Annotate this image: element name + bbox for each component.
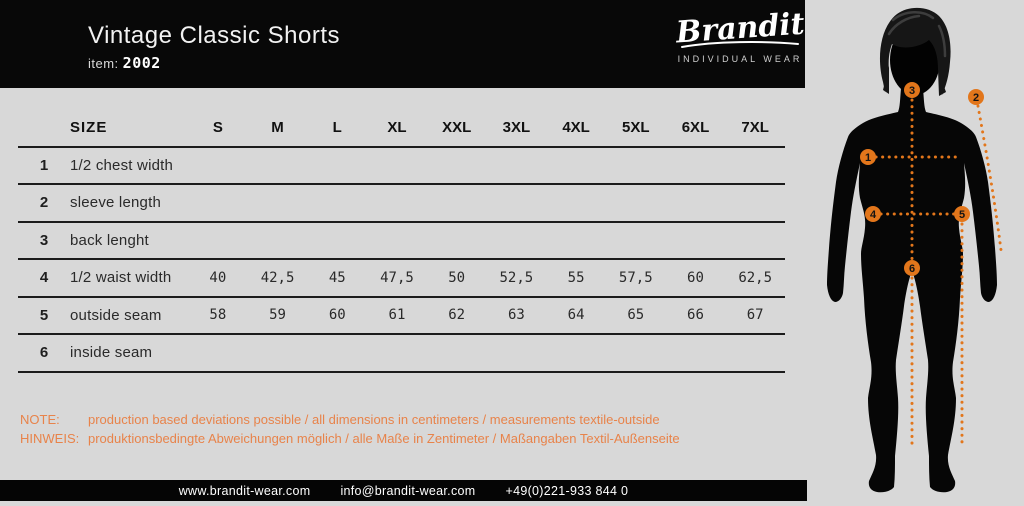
cell-value: 60 <box>687 269 704 286</box>
row-label: outside seam <box>70 306 162 324</box>
table-row <box>18 148 785 186</box>
note-label: NOTE: <box>20 412 60 427</box>
row-number: 2 <box>39 194 49 212</box>
item-number: 2002 <box>122 54 161 72</box>
row-label: sleeve length <box>70 194 161 212</box>
header-banner <box>0 0 805 88</box>
row-number: 1 <box>39 156 49 174</box>
table-row <box>18 298 785 336</box>
marker-3 <box>904 82 920 98</box>
row-number: 3 <box>39 231 49 249</box>
cell-value: 55 <box>567 269 585 286</box>
cell-value: 58 <box>209 307 227 324</box>
table-row <box>18 260 785 298</box>
cell-value: 61 <box>388 307 406 324</box>
item-line <box>88 54 161 72</box>
cell-value: 50 <box>448 269 466 286</box>
marker-2 <box>968 89 984 105</box>
svg-text:1: 1 <box>864 152 872 164</box>
size-col-header: 5XL <box>622 119 650 137</box>
size-col-header: XXL <box>442 119 472 137</box>
brand-wordmark: Brandit <box>674 6 806 51</box>
footer-email[interactable]: info@brandit-wear.com <box>340 483 476 498</box>
row-label: 1/2 waist width <box>70 269 172 287</box>
svg-text:3: 3 <box>908 85 916 97</box>
svg-text:6: 6 <box>908 263 916 275</box>
size-col-header: L <box>332 119 342 137</box>
footer-phone: +49(0)221-933 844 0 <box>505 483 629 498</box>
svg-text:2: 2 <box>972 92 980 104</box>
size-header-label: SIZE <box>70 119 108 137</box>
note-line-en <box>20 410 680 429</box>
footer-bar <box>0 480 807 501</box>
cell-value: 47,5 <box>380 269 414 286</box>
table-header-row <box>18 110 785 148</box>
marker-5 <box>954 206 970 222</box>
cell-value: 57,5 <box>618 269 653 286</box>
table-row <box>18 185 785 223</box>
svg-text:5: 5 <box>958 209 966 221</box>
size-col-header: 6XL <box>681 119 710 137</box>
row-label: inside seam <box>70 344 153 362</box>
cell-value: 52,5 <box>499 269 534 286</box>
size-col-header: M <box>271 119 284 137</box>
cell-value: 63 <box>507 307 525 324</box>
cell-value: 65 <box>627 307 645 324</box>
marker-6 <box>904 260 920 276</box>
size-col-header: 7XL <box>741 119 769 137</box>
row-number: 5 <box>39 306 49 324</box>
brandit-logo <box>660 6 820 64</box>
cell-value: 60 <box>328 307 346 324</box>
size-col-header: XL <box>387 119 407 137</box>
table-row <box>18 223 785 261</box>
row-label: 1/2 chest width <box>70 156 174 174</box>
hinweis-label: HINWEIS: <box>20 431 80 446</box>
cell-value: 40 <box>209 269 227 286</box>
size-table-body <box>18 148 785 373</box>
row-number: 6 <box>39 344 49 362</box>
cell-value: 42,5 <box>260 269 295 286</box>
body-silhouette-graphic <box>805 0 1024 501</box>
page-title: Vintage Classic Shorts <box>88 22 341 49</box>
hinweis-text: produktionsbedingte Abweichungen möglich / alle Maße in Zentimeter / Maßangaben Textil-Außenseite <box>88 431 680 446</box>
cell-value: 64 <box>567 307 585 324</box>
note-text: production based deviations possible / all dimensions in centimeters / measurements textile-outside <box>88 412 660 427</box>
size-col-header: 3XL <box>502 119 531 137</box>
marker-4 <box>865 206 881 222</box>
measurement-figure <box>805 0 1024 501</box>
cell-value: 62,5 <box>738 269 773 286</box>
cell-value: 62 <box>448 307 466 324</box>
cell-value: 59 <box>269 307 286 324</box>
svg-text:4: 4 <box>869 209 877 221</box>
logo-tagline: INDIVIDUAL WEAR <box>677 54 803 64</box>
marker-1 <box>860 149 876 165</box>
notes-block <box>20 410 680 448</box>
size-col-header: S <box>212 119 223 137</box>
size-col-header: 4XL <box>562 119 590 137</box>
item-label: item: <box>88 56 119 71</box>
cell-value: 45 <box>328 269 346 286</box>
size-table <box>18 110 785 373</box>
footer-website[interactable]: www.brandit-wear.com <box>178 483 311 498</box>
note-line-de <box>20 429 680 448</box>
table-row <box>18 335 785 373</box>
row-number: 4 <box>39 269 49 287</box>
row-label: back lenght <box>70 231 149 249</box>
cell-value: 67 <box>746 307 764 324</box>
cell-value: 66 <box>687 307 704 324</box>
